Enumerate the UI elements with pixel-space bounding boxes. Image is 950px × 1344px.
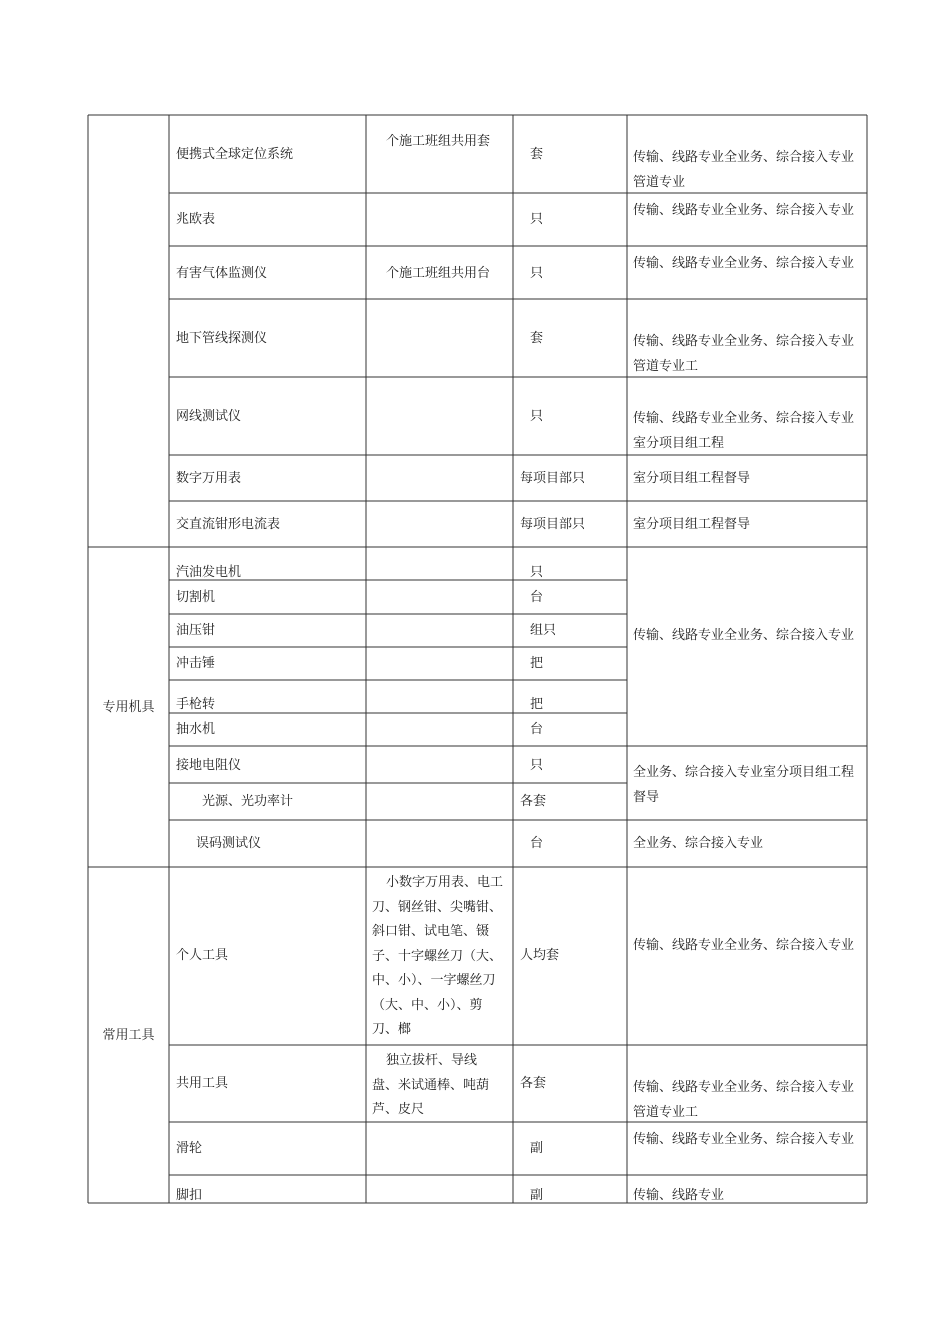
table-row-17-unit: 各套	[520, 1076, 547, 1091]
table-row-0-config: 个施工班组共用套	[386, 134, 491, 149]
table-row-18-remark: 传输、线路专业全业务、综合接入专业	[633, 1132, 855, 1147]
table-row-2-name: 有害气体监测仪	[176, 266, 268, 281]
table-row-5-unit: 每项目部只	[520, 471, 586, 486]
table-row-9-unit: 组只	[530, 623, 557, 638]
table-row-18-unit: 副	[530, 1141, 544, 1156]
table-row-19-name: 脚扣	[176, 1188, 203, 1203]
merged-remark-special-tools: 传输、线路专业全业务、综合接入专业	[633, 628, 855, 643]
table-row-0-unit: 套	[530, 147, 544, 162]
table-row-6-name: 交直流钳形电流表	[176, 517, 281, 532]
table-row-9-name: 油压钳	[176, 623, 216, 638]
table-row-12-name: 抽水机	[176, 722, 216, 737]
table-row-17-remark: 传输、线路专业全业务、综合接入专业管道专业工	[633, 1080, 855, 1120]
table-row-7-unit: 只	[530, 565, 544, 580]
table-row-15-unit: 台	[530, 836, 544, 851]
table-row-4-name: 网线测试仪	[176, 409, 242, 424]
table-row-5-name: 数字万用表	[176, 471, 242, 486]
table-row-16-unit: 人均套	[520, 948, 560, 963]
table-row-3-remark: 传输、线路专业全业务、综合接入专业管道专业工	[633, 334, 855, 374]
table-row-15-name: 误码测试仪	[196, 836, 262, 851]
table-row-1-remark: 传输、线路专业全业务、综合接入专业	[633, 203, 855, 218]
table-row-16-name: 个人工具	[176, 948, 229, 963]
table-row-17-name: 共用工具	[176, 1076, 229, 1091]
table-row-0-remark: 传输、线路专业全业务、综合接入专业管道专业	[633, 150, 855, 190]
table-row-1-unit: 只	[530, 212, 544, 227]
table-row-19-remark: 传输、线路专业	[633, 1188, 725, 1203]
table-row-11-name: 手枪转	[176, 697, 216, 712]
merged-remark-ground-optics: 全业务、综合接入专业室分项目组工程督导	[633, 765, 855, 805]
table-row-17-config: 独立拔杆、导线盘、米试通棒、吨葫芦、皮尺	[372, 1053, 490, 1117]
table-row-14-name: 光源、光功率计	[202, 794, 294, 809]
table-row-18-name: 滑轮	[176, 1141, 203, 1156]
table-row-2-unit: 只	[530, 266, 544, 281]
table-row-14-unit: 各套	[520, 794, 547, 809]
table-row-11-unit: 把	[530, 697, 544, 712]
table-row-5-remark: 室分项目组工程督导	[633, 471, 751, 486]
table-row-8-name: 切割机	[176, 590, 216, 605]
table-row-10-unit: 把	[530, 656, 544, 671]
table-row-13-name: 接地电阻仪	[176, 758, 242, 773]
table-row-16-remark: 传输、线路专业全业务、综合接入专业	[633, 938, 855, 953]
table-row-16-config: 小数字万用表、电工刀、钢丝钳、尖嘴钳、斜口钳、试电笔、镊子、十字螺丝刀（大、中、小）、一字螺丝刀（大、中、小）、剪刀、榔	[372, 875, 504, 1037]
table-row-10-name: 冲击锤	[176, 656, 216, 671]
table-row-4-remark: 传输、线路专业全业务、综合接入专业室分项目组工程	[633, 411, 855, 451]
table-row-12-unit: 台	[530, 722, 544, 737]
table-row-6-remark: 室分项目组工程督导	[633, 517, 751, 532]
table-row-7-name: 汽油发电机	[176, 565, 242, 580]
table-row-15-remark: 全业务、综合接入专业	[633, 836, 764, 851]
table-row-1-name: 兆欧表	[176, 212, 216, 227]
group-label-common-tools: 常用工具	[102, 1028, 155, 1043]
table-row-2-remark: 传输、线路专业全业务、综合接入专业	[633, 256, 855, 271]
table-row-3-name: 地下管线探测仪	[176, 331, 268, 346]
table-row-3-unit: 套	[530, 331, 544, 346]
table-row-19-unit: 副	[530, 1188, 544, 1203]
table-row-2-config: 个施工班组共用台	[386, 266, 491, 281]
table-row-6-unit: 每项目部只	[520, 517, 586, 532]
table-row-4-unit: 只	[530, 409, 544, 424]
group-label-special-tools: 专用机具	[102, 700, 155, 715]
table-row-0-name: 便携式全球定位系统	[176, 147, 294, 162]
table-row-8-unit: 台	[530, 590, 544, 605]
table-row-13-unit: 只	[530, 758, 544, 773]
